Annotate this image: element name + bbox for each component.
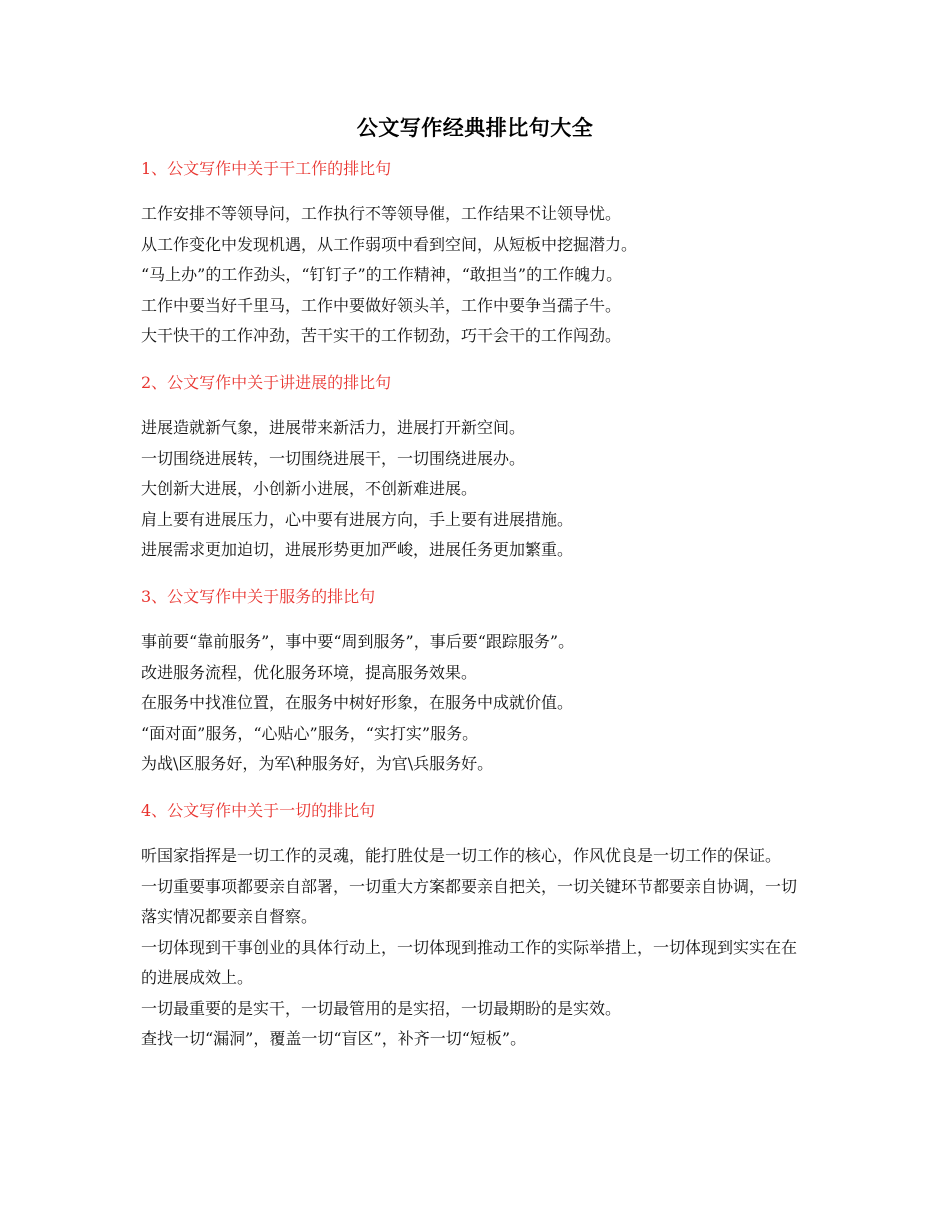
paragraph-line: 一切体现到干事创业的具体行动上，一切体现到推动工作的实际举措上，一切体现到实实在在的进展成效上。 xyxy=(141,937,798,987)
paragraph-line: 进展需求更加迫切，进展形势更加严峻，进展任务更加繁重。 xyxy=(141,540,574,559)
paragraph-line: 在服务中找准位置，在服务中树好形象，在服务中成就价值。 xyxy=(141,693,574,712)
paragraph-line: 听国家指挥是一切工作的灵魂，能打胜仗是一切工作的核心，作风优良是一切工作的保证。 xyxy=(141,846,782,865)
section-progress xyxy=(141,371,821,566)
paragraph-line: 肩上要有进展压力，心中要有进展方向，手上要有进展措施。 xyxy=(141,509,574,529)
paragraph-line: 改进服务流程，优化服务环境，提高服务效果。 xyxy=(141,662,478,682)
paragraph-line: 一切重要事项都要亲自部署，一切重大方案都要亲自把关，一切关键环节都要亲自协调，一切落实情况都要亲自督察。 xyxy=(141,876,798,926)
section-heading: 4、公文写作中关于一切的排比句 xyxy=(141,801,376,820)
section-heading: 1、公文写作中关于干工作的排比句 xyxy=(141,159,392,178)
paragraph-line: 事前要“靠前服务”，事中要“周到服务”，事后要“跟踪服务”。 xyxy=(141,632,575,651)
section-heading: 2、公文写作中关于讲进展的排比句 xyxy=(141,373,392,392)
paragraph-line: 从工作变化中发现机遇，从工作弱项中看到空间，从短板中挖掘潜力。 xyxy=(141,234,638,254)
paragraph-line: 工作安排不等领导问，工作执行不等领导催，工作结果不让领导忧。 xyxy=(141,204,622,223)
paragraph-line: “马上办”的工作劲头，“钉钉子”的工作精神，“敢担当”的工作魄力。 xyxy=(141,265,623,284)
paragraph-line: 查找一切“漏洞”，覆盖一切“盲区”，补齐一切“短板”。 xyxy=(141,1029,527,1048)
section-work xyxy=(141,157,821,352)
paragraph-line: 大干快干的工作冲劲，苦干实干的工作韧劲，巧干会干的工作闯劲。 xyxy=(141,326,622,345)
paragraph-line: “面对面”服务，“心贴心”服务，“实打实”服务。 xyxy=(141,723,479,743)
section-service xyxy=(141,585,821,780)
paragraph-line: 进展造就新气象，进展带来新活力，进展打开新空间。 xyxy=(141,418,526,437)
paragraph-line: 一切围绕进展转，一切围绕进展干，一切围绕进展办。 xyxy=(141,448,526,468)
section-heading: 3、公文写作中关于服务的排比句 xyxy=(141,587,376,606)
document-title: 公文写作经典排比句大全 xyxy=(356,115,594,140)
section-everything xyxy=(141,799,821,1055)
paragraph-line: 工作中要当好千里马，工作中要做好领头羊，工作中要争当孺子牛。 xyxy=(141,295,622,315)
paragraph-line: 一切最重要的是实干，一切最管用的是实招，一切最期盼的是实效。 xyxy=(141,998,622,1018)
paragraph-line: 大创新大进展，小创新小进展，不创新难进展。 xyxy=(141,479,478,498)
paragraph-line: 为战\区服务好，为军\种服务好，为官\兵服务好。 xyxy=(141,754,494,773)
